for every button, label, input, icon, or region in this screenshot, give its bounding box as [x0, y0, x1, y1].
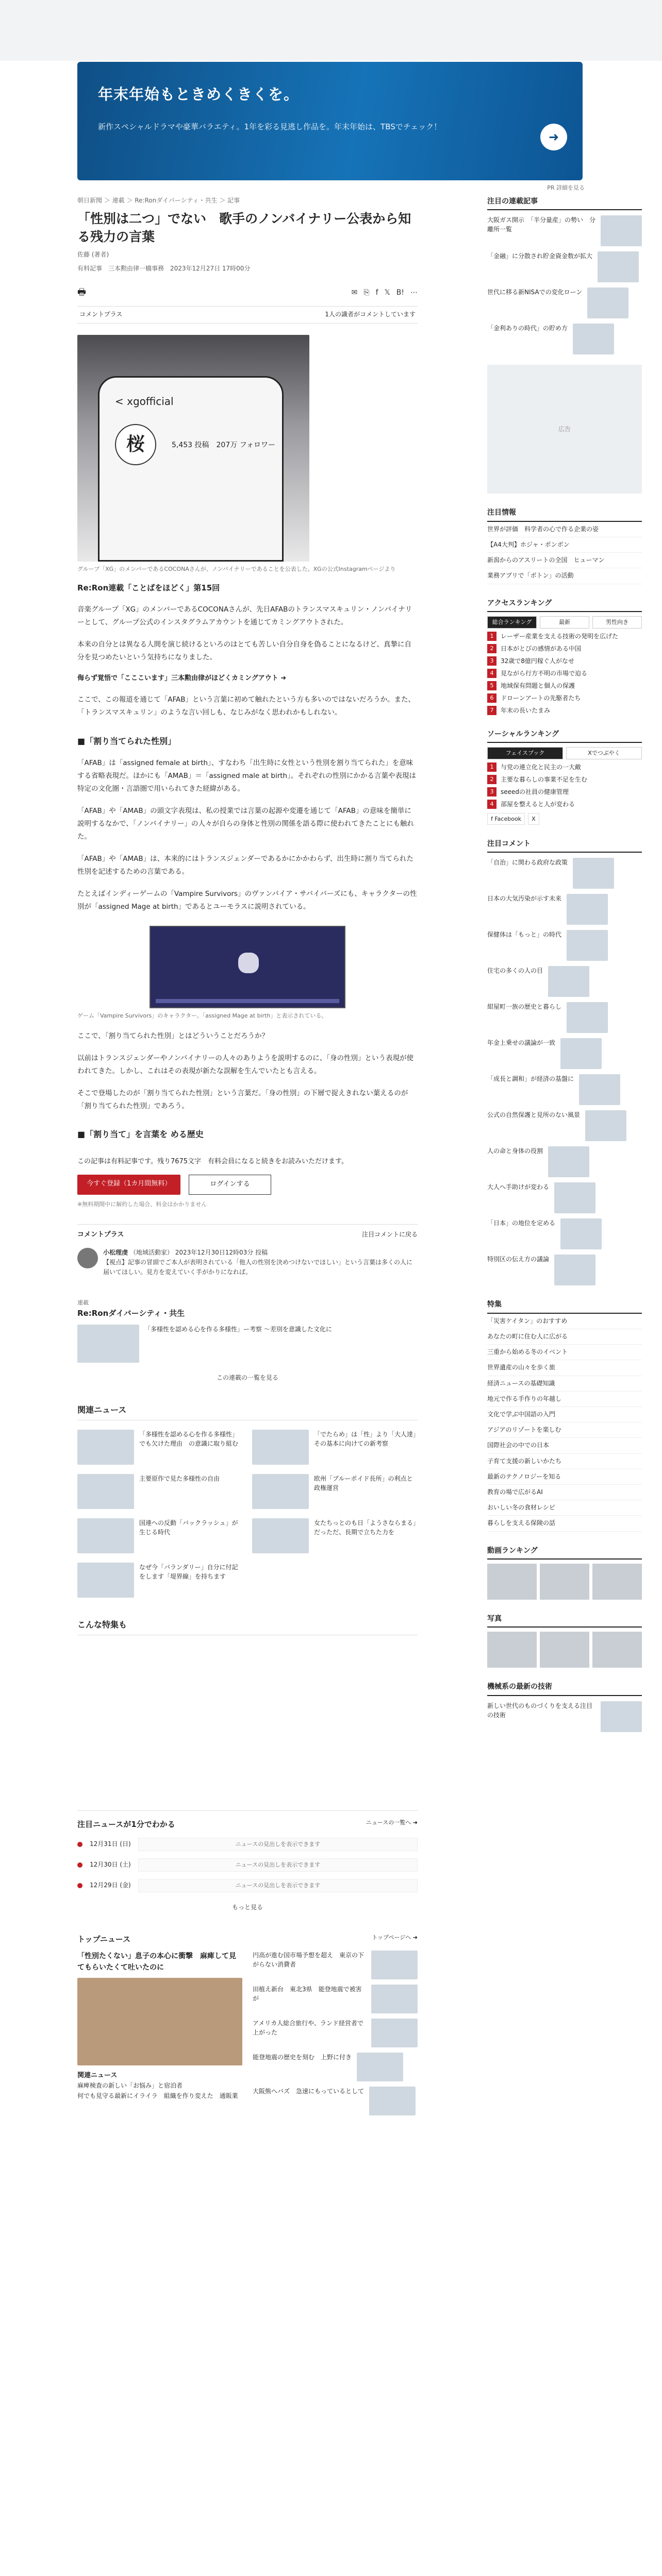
author-name[interactable]: 佐藤 (著者)	[77, 251, 109, 259]
related-thumb	[77, 1430, 134, 1465]
comment-plus-box	[77, 1224, 418, 1277]
comment-thumb	[585, 1110, 626, 1141]
related-item[interactable]	[77, 1474, 243, 1509]
comment-title: 「成長と調和」が経済の基盤に	[487, 1075, 574, 1083]
top-navigation-bar	[0, 0, 662, 61]
rank-number: 4	[487, 669, 496, 678]
paywall-buttons	[77, 1175, 418, 1195]
attention-thumb	[587, 287, 628, 318]
rank-item[interactable]	[487, 706, 642, 715]
comment-title: 公式の自然保護と見所のない風景	[487, 1111, 581, 1119]
video-strip	[487, 1564, 642, 1600]
rank-item[interactable]	[487, 669, 642, 678]
arrow-right-icon[interactable]: ➜	[540, 124, 567, 150]
promo-banner[interactable]	[77, 62, 583, 180]
related-thumb	[252, 1474, 309, 1509]
register-button[interactable]: 今すぐ登録（1カ月間無料）	[77, 1175, 180, 1195]
game-character	[238, 953, 259, 973]
top-news-main-thumb	[77, 1978, 242, 2065]
related-title: 女たちっとのも日「ようさならまる」だっただ、長期で立ちた力を	[314, 1519, 417, 1536]
rank-item[interactable]	[487, 656, 642, 666]
paragraph: 音楽グループ「XG」のメンバーであるCOCONAさんが、先日AFABのトランスマスキュリン・ノンバイナリーとして、グループ公式のインスタグラムアカウントを通じてカミングアウトされた。	[77, 605, 412, 627]
rank-title: 見ながら行方不明の市場で迫る	[501, 669, 588, 677]
commenter-text: 【視点】記事の冒頭でご本人が表明されている「他人の性別を決めつけないでほしい」という言葉は多くの人に届いてほしい。見方を変えていく手がかりになれば。	[103, 1259, 413, 1276]
top-news-thumb	[371, 1985, 418, 2013]
article-main	[77, 196, 418, 2115]
comment-title: 日本の大気汚染が示す未来	[487, 895, 562, 903]
comment-title: 人の命と身体の役割	[487, 1147, 543, 1155]
paragraph: そこで登場したのが「割り当てられた性別」という言葉だ。「身の性別」の下層で捉えきれない葉えるのが「割り当てられた性別」であろう。	[77, 1089, 408, 1110]
comment-title: 住宅の多くの人の目	[487, 967, 543, 975]
related-thumb	[252, 1430, 309, 1465]
comment-item[interactable]	[487, 1255, 642, 1285]
video-thumb[interactable]	[487, 1564, 537, 1600]
commenter-role: （地域活動家）	[129, 1249, 173, 1257]
rank-number: 2	[487, 775, 496, 784]
feature-item[interactable]: 世界遺産の山々を歩く旅	[487, 1360, 642, 1376]
top-news-thumb	[357, 2053, 403, 2081]
comment-thumb	[560, 1218, 602, 1249]
related-item[interactable]	[77, 1518, 243, 1553]
comment-title: 年金上乗せの議論が一致	[487, 1039, 556, 1047]
comment-item[interactable]	[487, 1110, 642, 1141]
photo-thumb[interactable]	[592, 1632, 642, 1668]
series-more-link[interactable]: この連載の一覧を見る	[216, 1374, 278, 1382]
series-title[interactable]: Re:Ronダイバーシティ・共生	[77, 1309, 185, 1318]
attention-item[interactable]	[487, 215, 642, 246]
phone-avatar: 桜	[115, 424, 156, 465]
top-news-main-title: 「性別たくない」息子の本心に衝撃 麻痺して見てもらいたくて吐いたのに	[77, 1952, 236, 1972]
related-item[interactable]	[77, 1563, 243, 1598]
comment-item[interactable]	[487, 1002, 642, 1033]
feature-item[interactable]: 文化で学ぶ中国語の入門	[487, 1407, 642, 1422]
facebook-icon[interactable]: f	[375, 288, 378, 297]
feature-item[interactable]: 暮らしを支える保険の話	[487, 1516, 642, 1531]
comment-plus-label: コメントプラス	[79, 311, 123, 318]
banner-title: 年末年始もときめくきくを。	[98, 86, 300, 103]
rank-number: 7	[487, 706, 496, 715]
article-title: 「性別は二つ」でない 歌手のノンバイナリー公表から知る残力の言葉	[77, 211, 411, 245]
timeline-dot	[77, 1883, 82, 1888]
special-area	[77, 1635, 418, 1790]
bookmark-icon[interactable]: ⎘	[363, 288, 370, 297]
timeline-date: 12月30日 (土)	[90, 1860, 131, 1868]
pr-thumb	[601, 1701, 642, 1732]
paragraph: ここで、この報道を通じて「AFAB」という言葉に初めて触れたという方も多いのではないだろうか。また、「トランスマスキュリン」のような言い回しも、なじみがなく思われかもしれない。	[77, 695, 415, 717]
timeline-link[interactable]: ニュースの一覧へ ➜	[366, 1819, 418, 1826]
pr-heading: 機械系の最新の技術	[487, 1681, 642, 1696]
phone-screen	[98, 376, 284, 562]
rank-title: 与党の連立化と民主の一大敵	[501, 763, 582, 771]
feature-item[interactable]: あなたの町に住む人に広がる	[487, 1329, 642, 1345]
paragraph: 「AFAB」や「AMAB」は、本来的にはトランスジェンダーであるかにかかわらず、出生時に割り当てられた性別を記述するための言葉である。	[77, 855, 413, 876]
feature-heading: 特集	[487, 1299, 642, 1313]
comment-thumb	[567, 930, 608, 961]
related-thumb	[77, 1563, 134, 1598]
related-item[interactable]	[252, 1430, 418, 1465]
series-label: Re:Ron連載「ことばをほどく」第15回	[77, 583, 220, 593]
top-news-title: アメリカ人総合旅行や、ランド経営者で上がった	[253, 2019, 363, 2036]
paywall-text: この記事は有料記事です。残り7675文字 有料会員になると続きをお読みいただけます。	[77, 1158, 349, 1166]
rank-title: 年末の長いたまみ	[501, 706, 551, 714]
top-news-thumb	[369, 2087, 416, 2115]
video-thumb[interactable]	[592, 1564, 642, 1600]
print-icon[interactable]: 🖶	[77, 286, 86, 298]
series-thumb	[77, 1325, 139, 1363]
x-icon[interactable]: 𝕏	[384, 288, 390, 297]
tab-access-latest[interactable]: 最新	[540, 616, 589, 629]
top-news-thumb	[371, 2019, 418, 2047]
timeline-date: 12月29日 (金)	[90, 1881, 131, 1889]
top-news-item[interactable]	[253, 2019, 418, 2047]
comment-thumb	[560, 1038, 602, 1069]
game-screenshot[interactable]	[150, 926, 345, 1008]
timeline-dot	[77, 1862, 82, 1868]
comment-item[interactable]	[487, 1182, 642, 1213]
comment-item[interactable]	[487, 966, 642, 997]
comment-thumb	[548, 1146, 589, 1177]
comment-box-link[interactable]: 注目コメントに戻る	[361, 1231, 418, 1239]
top-news-title: 田植え新台 東北3県 能登地震で被害が	[253, 1985, 362, 2002]
rank-number: 6	[487, 693, 496, 703]
related-title: 「多様性を認める心を作る多様性」でも欠けた理由 の意識に取り組む	[139, 1430, 239, 1447]
video-ranking-heading: 動画ランキング	[487, 1545, 642, 1560]
comment-item[interactable]	[487, 1074, 642, 1105]
related-item[interactable]	[252, 1474, 418, 1509]
commenter-date: 2023年12月30日12時03分 投稿	[175, 1249, 268, 1257]
top-news-item[interactable]	[253, 1951, 418, 1979]
comment-thumb	[567, 894, 608, 925]
commenter	[77, 1248, 418, 1278]
attention-item[interactable]	[487, 251, 642, 282]
tab-access-male[interactable]: 男性向き	[592, 616, 642, 629]
related-thumb	[77, 1518, 134, 1553]
comment-item[interactable]	[487, 1146, 642, 1177]
timeline	[77, 1810, 418, 1912]
comment-title: 特別区の伝え方の議論	[487, 1256, 550, 1263]
mail-icon[interactable]: ✉	[351, 288, 358, 297]
photo-heading: 写真	[487, 1613, 642, 1628]
article-toolbar	[77, 282, 418, 303]
rank-title: 部屋を整えると人が変わる	[501, 800, 575, 808]
comment-title: 保健体は「もっと」の時代	[487, 931, 562, 939]
timeline-row[interactable]	[77, 1879, 418, 1892]
top-news-item[interactable]	[253, 2053, 418, 2081]
paragraph: 「AFAB」や「AMAB」の頭文字表現は、私の授業では言葉の起源や変遷を通じて「AFAB」の意味を簡単に説明するなかで、「ノンバイナリー」の人々が自らの身体と性別の関係を語る際に使われてきたことにも触れた。	[77, 807, 414, 841]
series-item[interactable]	[77, 1325, 418, 1363]
game-caption: ゲーム「Vampire Survivors」のキャラクター。「assigned Mage at birth」と表示されている。	[77, 1012, 327, 1020]
attention-thumb	[573, 324, 614, 354]
related-thumb	[77, 1474, 134, 1509]
top-news-main[interactable]	[77, 1951, 242, 2115]
series-small-label: 連載	[77, 1299, 89, 1306]
top-news-item[interactable]	[253, 1985, 418, 2013]
rank-number: 3	[487, 656, 496, 666]
attention-title: 「金利ありの時代」の貯め方	[487, 325, 568, 332]
related-grid	[77, 1430, 418, 1598]
feature-item[interactable]: おいしい冬の食材レシピ	[487, 1500, 642, 1516]
comment-item[interactable]	[487, 858, 642, 889]
comment-title: 紺屋町一族の歴史と暮らし	[487, 1003, 562, 1011]
topic-heading: 注目情報	[487, 507, 642, 521]
top-news-grid	[77, 1951, 418, 2115]
attention-title: 大阪ガス開示 「半分量産」の勢い 分離所一覧	[487, 216, 596, 233]
feature-item[interactable]: 三重から始める冬のイベント	[487, 1345, 642, 1360]
timeline-text: ニュースの見出しを表示できます	[138, 1858, 418, 1872]
rank-title: 32歳で8億円稼ぐ人がなせ	[501, 657, 574, 665]
related-title: なぜ今「パランダリー」自分に付記をします「堤界線」を持ちます	[139, 1563, 238, 1580]
timeline-heading: 注目ニュースが1分でわかる	[77, 1819, 175, 1829]
paragraph: 本来の自分とは異なる人間を演じ続けるといろのはとても苦しい自分自身を偽ることになるけど、真摯に自分を見つめたいという気持ちになりました。	[77, 640, 411, 662]
feature-item[interactable]: 経済ニュースの基礎知識	[487, 1376, 642, 1392]
top-list-item[interactable]: 何でも見守る最新にイライラ 組織を作り変えた 通販業	[77, 2092, 238, 2099]
breadcrumb[interactable]: 朝日新聞 ＞ 連載 ＞ Re:Ronダイバーシティ・共生 ＞ 記事	[77, 197, 240, 204]
comment-item[interactable]	[487, 930, 642, 961]
attention-item[interactable]	[487, 287, 642, 318]
paywall-note: ※無料期間中に解約した場合、料金はかかりません	[77, 1200, 207, 1208]
related-title: 国連への反動「バックラッシュ」が生じる時代	[139, 1519, 238, 1536]
top-news-link[interactable]: トップページへ ➜	[372, 1934, 418, 1941]
topic-item[interactable]: 【A4大判】ホジャ・ポンポン	[487, 537, 642, 553]
social-tabs	[487, 747, 642, 759]
topic-item[interactable]: 世界が評価 科学者の心で作る企業の姿	[487, 522, 642, 537]
feature-list	[487, 1314, 642, 1532]
rank-number: 2	[487, 644, 496, 653]
comment-box-title: コメントプラス	[77, 1231, 124, 1239]
photo-thumb[interactable]	[540, 1632, 589, 1668]
sidebar	[487, 196, 642, 1732]
related-item[interactable]	[77, 1430, 243, 1465]
section-heading: ■「割り当てられた性別」	[77, 736, 176, 746]
timeline-text: ニュースの見出しを表示できます	[138, 1879, 418, 1892]
rank-item[interactable]	[487, 644, 642, 653]
series-item-title: 「多様性を認める心を作る多様性」ー考察 〜差別を意識した文化に	[144, 1326, 332, 1333]
tab-facebook[interactable]: フェイスブック	[487, 747, 563, 759]
social-rank-item[interactable]	[487, 775, 642, 784]
article-meta: 有料記事 三本勲由律一橋事務 2023年12月27日 17時00分	[77, 265, 251, 273]
social-rank-item[interactable]	[487, 787, 642, 796]
comment-thumb	[548, 966, 589, 997]
social-rank-item[interactable]	[487, 762, 642, 772]
rank-title: レーザー産業を支える技術の発明を広げた	[501, 632, 619, 640]
phone-stats: 5,453 投稿 207万 フォロワー	[172, 440, 276, 449]
game-status-bar	[156, 999, 339, 1003]
comment-item[interactable]	[487, 1218, 642, 1249]
rank-title: 日本がとびの感情がある中国	[501, 645, 582, 652]
attention-item[interactable]	[487, 324, 642, 354]
related-title: 「でたらめ」は「性」より「大人達」その基本に向けての新考察	[314, 1430, 417, 1447]
comment-plus-bar[interactable]	[77, 306, 418, 323]
paragraph: 「AFAB」は「assigned female at birth」、すなわち「出生時に女性という性別を割り当てられた」を意味する省略表現だ。ほかにも「AMAB」＝「assigned male at birth」。それぞれの性別にかかる言葉や表現は特定の文化圏・言語圏で用いられてきた経緯がある。	[77, 759, 416, 793]
comment-thumb	[554, 1182, 595, 1213]
rank-item[interactable]	[487, 681, 642, 690]
tab-x[interactable]: Xでつぶやく	[566, 747, 642, 759]
tab-access-total[interactable]: 総合ランキング	[487, 616, 537, 629]
social-ranking-heading: ソーシャルランキング	[487, 728, 642, 743]
article-photo[interactable]	[77, 335, 309, 562]
attention-heading: 注目の連載記事	[487, 196, 642, 210]
rank-number: 5	[487, 681, 496, 690]
topic-list	[487, 522, 642, 584]
rank-number: 4	[487, 800, 496, 809]
topic-item[interactable]: 新潟からのアスリートの全国 ヒューマン	[487, 553, 642, 568]
access-tabs	[487, 616, 642, 629]
facebook-follow-button[interactable]: f Facebook	[487, 813, 525, 825]
top-news-thumb	[371, 1951, 418, 1979]
attention-thumb	[598, 251, 639, 282]
top-news-heading: トップニュース	[77, 1934, 131, 1944]
video-thumb[interactable]	[540, 1564, 589, 1600]
comment-plus-count: 1人の識者がコメントしています	[325, 311, 416, 318]
access-ranking-heading: アクセスランキング	[487, 598, 642, 612]
photo-caption: グループ「XG」のメンバーであるCOCONAさんが、ノンバイナリーであることを公表した。XGの公式Instagramページより	[77, 565, 396, 572]
rank-number: 3	[487, 787, 496, 796]
attention-title: 世代に移る新NISAでの変化ローン	[487, 289, 583, 296]
feature-item[interactable]: 国際社会の中での日本	[487, 1438, 642, 1453]
comment-thumb	[573, 858, 614, 889]
phone-handle: < xgofficial	[115, 395, 174, 408]
comment-heading: 注目コメント	[487, 838, 642, 853]
related-heading: 関連ニュース	[77, 1403, 418, 1420]
comment-item[interactable]	[487, 1038, 642, 1069]
paragraph: たとえばインディーゲームの「Vampire Survivors」のヴァンパイア・サバイバーズにも、キャラクターの性別が「assigned Mage at birth」であるとユーモラスに説明されている。	[77, 890, 417, 911]
comment-thumb	[579, 1074, 620, 1105]
feature-item[interactable]: 「災害ケイタン」のおすすめ	[487, 1314, 642, 1329]
top-news-title: 大阪熊へバズ 急速にもっているとして	[253, 2087, 365, 2095]
top-news-title: 能登地震の歴史を刻む 上野に付き	[253, 2053, 352, 2061]
rank-title: 地域保有問題と個人の保護	[501, 682, 575, 689]
x-follow-button[interactable]: X	[528, 813, 539, 825]
comment-thumb	[554, 1255, 595, 1285]
social-rank-item[interactable]	[487, 800, 642, 809]
comment-title: 「日本」の地位を定める	[487, 1219, 556, 1227]
topic-item[interactable]: 業務アプリで「ボトン」の活動	[487, 568, 642, 584]
special-heading: こんな特集も	[77, 1618, 418, 1635]
login-button[interactable]: ログインする	[189, 1175, 271, 1195]
paragraph: ここで、「割り当てられた性別」とはどういうことだろうか？	[77, 1031, 269, 1040]
attention-thumb	[601, 215, 642, 246]
more-icon[interactable]: ⋯	[410, 288, 418, 297]
related-thumb	[252, 1518, 309, 1553]
top-news-title: 円高が進む国市場予想を超え 東京の下がらない消費者	[253, 1951, 365, 1968]
comment-title: 大人へ手助けが変わる	[487, 1183, 550, 1191]
paragraph: 以前はトランスジェンダーやノンバイナリーの人々のありようを説明するのに、「身の性別」という表現が使われてきた。しかし、これはその表現が新たな誤解を生んでいたとも言える。	[77, 1054, 414, 1075]
top-news-item[interactable]	[253, 2087, 418, 2115]
timeline-more[interactable]: もっと見る	[231, 1903, 263, 1911]
feature-item[interactable]: アジアのリゾートを楽しむ	[487, 1422, 642, 1438]
related-title: 欧州「ブルーポイド長所」の利点と政権運営	[314, 1475, 413, 1492]
timeline-row[interactable]	[77, 1858, 418, 1872]
feature-item[interactable]: 教育の場で広がるAI	[487, 1485, 642, 1500]
pr-item[interactable]	[487, 1701, 642, 1732]
rank-title: seeedの社員の健康管理	[501, 788, 569, 795]
pr-label[interactable]: PR 詳細を見る	[547, 184, 585, 191]
related-item[interactable]	[252, 1518, 418, 1553]
comment-title: 「自治」に関わる政府な政策	[487, 859, 568, 867]
timeline-dot	[77, 1842, 82, 1847]
hatena-icon[interactable]: B!	[396, 288, 404, 297]
commenter-name[interactable]: 小松理虔	[103, 1249, 128, 1257]
comment-item[interactable]	[487, 894, 642, 925]
timeline-date: 12月31日 (日)	[90, 1840, 131, 1848]
feature-item[interactable]: 子育て支援の新しいかたち	[487, 1454, 642, 1469]
ad-slot[interactable]: 広告	[487, 365, 642, 494]
section-heading: ■「割り当て」を言葉を める歴史	[77, 1129, 204, 1140]
attention-title: 「金融」に分散され貯金資金数が拡大	[487, 252, 593, 260]
sns-follow	[487, 813, 642, 825]
avatar[interactable]	[77, 1248, 98, 1268]
top-news-list	[253, 1951, 418, 2115]
comment-thumb	[567, 1002, 608, 1033]
photo-thumb[interactable]	[487, 1632, 537, 1668]
inline-link[interactable]: 侮らず覚悟で「こここいます」三本勲由律がほどくカミングアウト ➜	[77, 674, 287, 683]
feature-item[interactable]: 地元で作る手作りの年越し	[487, 1392, 642, 1407]
rank-title: 主要な暮らしの事業不足を生む	[501, 775, 588, 783]
related-title: 主要原作で見た多様性の自由	[139, 1475, 220, 1482]
timeline-text: ニュースの見出しを表示できます	[138, 1838, 418, 1851]
rank-title: ドローンアートの先駆者たち	[501, 694, 581, 702]
rank-item[interactable]	[487, 632, 642, 641]
top-list-heading: 関連ニュース	[77, 2071, 118, 2079]
rank-number: 1	[487, 632, 496, 641]
timeline-row[interactable]	[77, 1838, 418, 1851]
rank-item[interactable]	[487, 693, 642, 703]
top-list-item[interactable]: 麻痺検査の新しい「お悩み」と宿泊者	[77, 2082, 183, 2090]
feature-item[interactable]: 最新のテクノロジーを知る	[487, 1469, 642, 1485]
banner-subtitle: 新作スペシャルドラマや豪華バラエティ。1年を彩る見逃し作品を。年末年始は、TBSでチェック！	[98, 122, 442, 132]
photo-strip	[487, 1632, 642, 1668]
pr-text: 新しい世代のものづくりを支える注目の技術	[487, 1702, 593, 1719]
rank-number: 1	[487, 762, 496, 772]
